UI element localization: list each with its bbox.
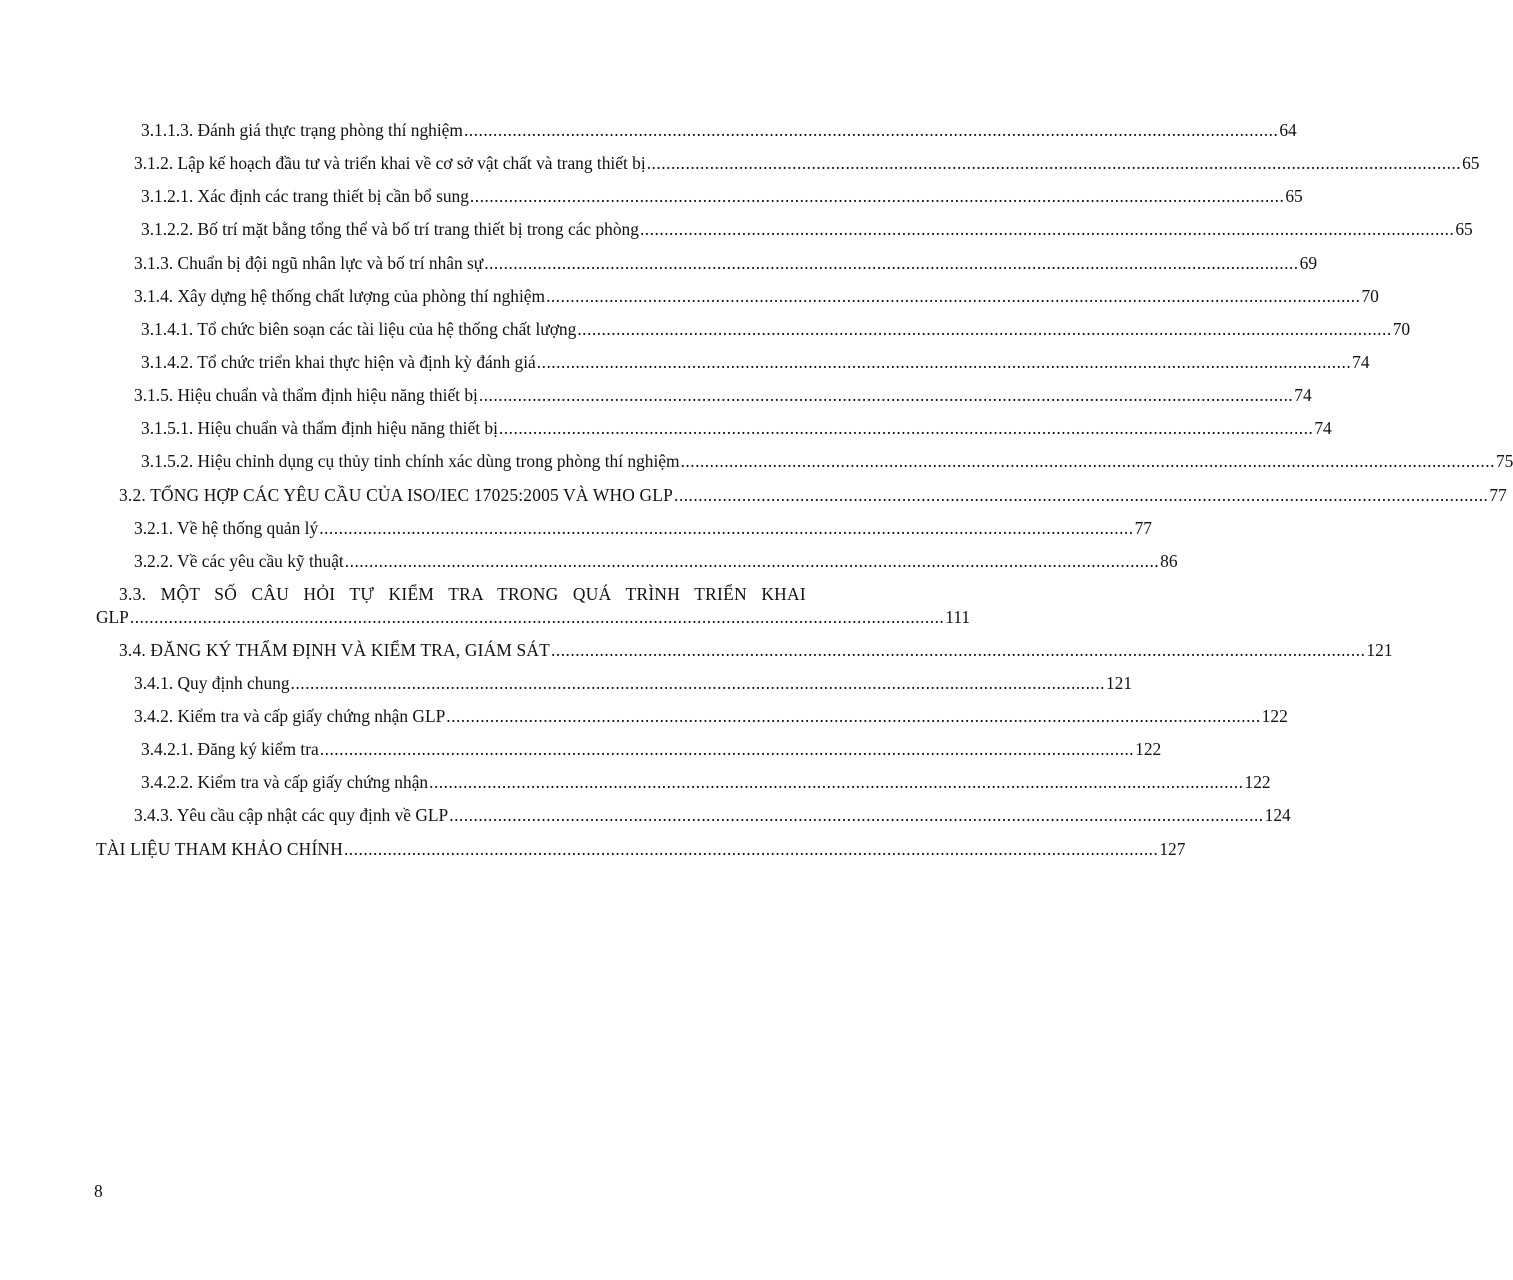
toc-entry[interactable] xyxy=(134,672,1133,694)
dot-leader: ........................................................................................................................................................................ xyxy=(680,451,1495,471)
toc-entry[interactable] xyxy=(141,738,1162,760)
toc-entry-label: TÀI LIỆU THAM KHẢO CHÍNH xyxy=(96,839,343,859)
toc-entry[interactable] xyxy=(134,705,1288,727)
toc-entry-label: 3.1.2.2. Bố trí mặt bằng tổng thể và bố trí trang thiết bị trong các phòng xyxy=(141,219,639,239)
toc-entry-label: 3.2.2. Về các yêu cầu kỹ thuật xyxy=(134,551,344,571)
dot-leader: ........................................................................................................................................................................ xyxy=(646,153,1462,173)
dot-leader: ........................................................................................................................................................................ xyxy=(484,253,1299,273)
toc-entry[interactable] xyxy=(141,318,1411,340)
toc-entry-label: GLP xyxy=(96,607,129,627)
toc-entry-page: 75 xyxy=(1495,451,1513,471)
toc-entry-page: 69 xyxy=(1299,253,1318,273)
toc-entry[interactable] xyxy=(141,119,1297,141)
toc-entry-label: 3.4.2. Kiểm tra và cấp giấy chứng nhận GLP xyxy=(134,706,446,726)
toc-entry-page: 127 xyxy=(1159,839,1186,859)
toc-entry-page: 121 xyxy=(1366,640,1393,660)
dot-leader: ........................................................................................................................................................................ xyxy=(469,186,1285,206)
toc-entry-label: 3.1.5. Hiệu chuẩn và thẩm định hiệu năng thiết bị xyxy=(134,385,478,405)
dot-leader: ........................................................................................................................................................................ xyxy=(429,772,1244,792)
toc-entry-page: 122 xyxy=(1135,739,1162,759)
toc-entry-label: 3.1.3. Chuẩn bị đội ngũ nhân lực và bố trí nhân sự xyxy=(134,253,484,273)
toc-entry-page: 122 xyxy=(1244,772,1271,792)
toc-entry[interactable] xyxy=(141,351,1370,373)
dot-leader: ........................................................................................................................................................................ xyxy=(536,352,1352,372)
toc-entry-label: 3.4.3. Yêu cầu cập nhật các quy định về GLP xyxy=(134,805,449,825)
dot-leader: ........................................................................................................................................................................ xyxy=(129,607,945,627)
toc-entry[interactable] xyxy=(141,450,1513,472)
toc-entry-page: 124 xyxy=(1264,805,1291,825)
toc-entry-label: 3.1.4.2. Tổ chức triển khai thực hiện và định kỳ đánh giá xyxy=(141,352,536,372)
toc-entry[interactable] xyxy=(119,639,1393,661)
dot-leader: ........................................................................................................................................................................ xyxy=(344,551,1160,571)
toc-entry-label: 3.1.2.1. Xác định các trang thiết bị cần bổ sung xyxy=(141,186,469,206)
toc-entry[interactable] xyxy=(96,606,971,628)
toc-entry-label: 3.4. ĐĂNG KÝ THẨM ĐỊNH VÀ KIỂM TRA, GIÁM SÁT xyxy=(119,640,551,660)
dot-leader: ........................................................................................................................................................................ xyxy=(319,518,1134,538)
dot-leader: ........................................................................................................................................................................ xyxy=(577,319,1392,339)
toc-entry-page: 122 xyxy=(1261,706,1288,726)
toc-entry[interactable] xyxy=(96,838,1186,860)
toc-entry-page: 70 xyxy=(1392,319,1411,339)
toc-entry-page: 74 xyxy=(1314,418,1332,438)
toc-entry-label: 3.1.2. Lập kế hoạch đầu tư và triển khai về cơ sở vật chất và trang thiết bị xyxy=(134,153,646,173)
toc-entry-label: 3.4.2.2. Kiểm tra và cấp giấy chứng nhận xyxy=(141,772,429,792)
toc-entry-page: 65 xyxy=(1462,153,1480,173)
toc-entry-wrapped-line[interactable]: 3.3. MỘT SỐ CÂU HỎI TỰ KIỂM TRA TRONG QUÁ TRÌNH TRIỂN KHAI xyxy=(119,584,806,604)
toc-entry-label: 3.2.1. Về hệ thống quản lý xyxy=(134,518,319,538)
dot-leader: ........................................................................................................................................................................ xyxy=(319,739,1135,759)
toc-entry[interactable] xyxy=(134,804,1291,826)
dot-leader: ........................................................................................................................................................................ xyxy=(674,485,1489,505)
toc-entry[interactable] xyxy=(141,417,1332,439)
toc-entry[interactable] xyxy=(134,384,1312,406)
toc-entry-page: 65 xyxy=(1285,186,1303,206)
toc-entry-label: 3.1.5.2. Hiệu chỉnh dụng cụ thủy tinh chính xác dùng trong phòng thí nghiệm xyxy=(141,451,680,471)
toc-entry[interactable] xyxy=(141,218,1473,240)
toc-entry-page: 121 xyxy=(1105,673,1133,693)
dot-leader: ........................................................................................................................................................................ xyxy=(478,385,1294,405)
dot-leader: ........................................................................................................................................................................ xyxy=(498,418,1314,438)
toc-entry-page: 64 xyxy=(1279,120,1297,140)
dot-leader: ........................................................................................................................................................................ xyxy=(463,120,1279,140)
toc-entry-page: 65 xyxy=(1455,219,1473,239)
toc-entry[interactable] xyxy=(119,484,1507,506)
toc-entry-page: 77 xyxy=(1489,485,1507,505)
toc-entry-page: 86 xyxy=(1160,551,1178,571)
dot-leader: ........................................................................................................................................................................ xyxy=(290,673,1105,693)
toc-entry[interactable] xyxy=(141,771,1271,793)
toc-entry-label: 3.1.1.3. Đánh giá thực trạng phòng thí nghiệm xyxy=(141,120,463,140)
toc-entry-page: 70 xyxy=(1361,286,1379,306)
page-number: 8 xyxy=(94,1181,103,1201)
toc-entry-label: 3.1.5.1. Hiệu chuẩn và thẩm định hiệu năng thiết bị xyxy=(141,418,498,438)
toc-entry[interactable] xyxy=(141,185,1303,207)
toc-entry-page: 111 xyxy=(945,607,971,627)
toc-entry-label: 3.1.4.1. Tổ chức biên soạn các tài liệu của hệ thống chất lượng xyxy=(141,319,577,339)
dot-leader: ........................................................................................................................................................................ xyxy=(551,640,1366,660)
dot-leader: ........................................................................................................................................................................ xyxy=(449,805,1264,825)
dot-leader: ........................................................................................................................................................................ xyxy=(343,839,1159,859)
toc-entry-label: 3.2. TỔNG HỢP CÁC YÊU CẦU CỦA ISO/IEC 17025:2005 VÀ WHO GLP xyxy=(119,485,673,505)
toc-entry[interactable] xyxy=(134,517,1152,539)
toc-entry-label: 3.4.1. Quy định chung xyxy=(134,673,290,693)
toc-entry-page: 74 xyxy=(1352,352,1370,372)
toc-entry-label: 3.4.2.1. Đăng ký kiểm tra xyxy=(141,739,319,759)
toc-entry-label: 3.1.4. Xây dựng hệ thống chất lượng của phòng thí nghiệm xyxy=(134,286,546,306)
dot-leader: ........................................................................................................................................................................ xyxy=(546,286,1361,306)
dot-leader: ........................................................................................................................................................................ xyxy=(639,219,1455,239)
toc-entry[interactable] xyxy=(134,152,1480,174)
dot-leader: ........................................................................................................................................................................ xyxy=(446,706,1261,726)
toc-entry-page: 77 xyxy=(1134,518,1152,538)
toc-entry[interactable] xyxy=(134,285,1379,307)
toc-entry[interactable] xyxy=(134,550,1178,572)
toc-entry-page: 74 xyxy=(1294,385,1312,405)
toc-entry[interactable] xyxy=(134,252,1318,274)
